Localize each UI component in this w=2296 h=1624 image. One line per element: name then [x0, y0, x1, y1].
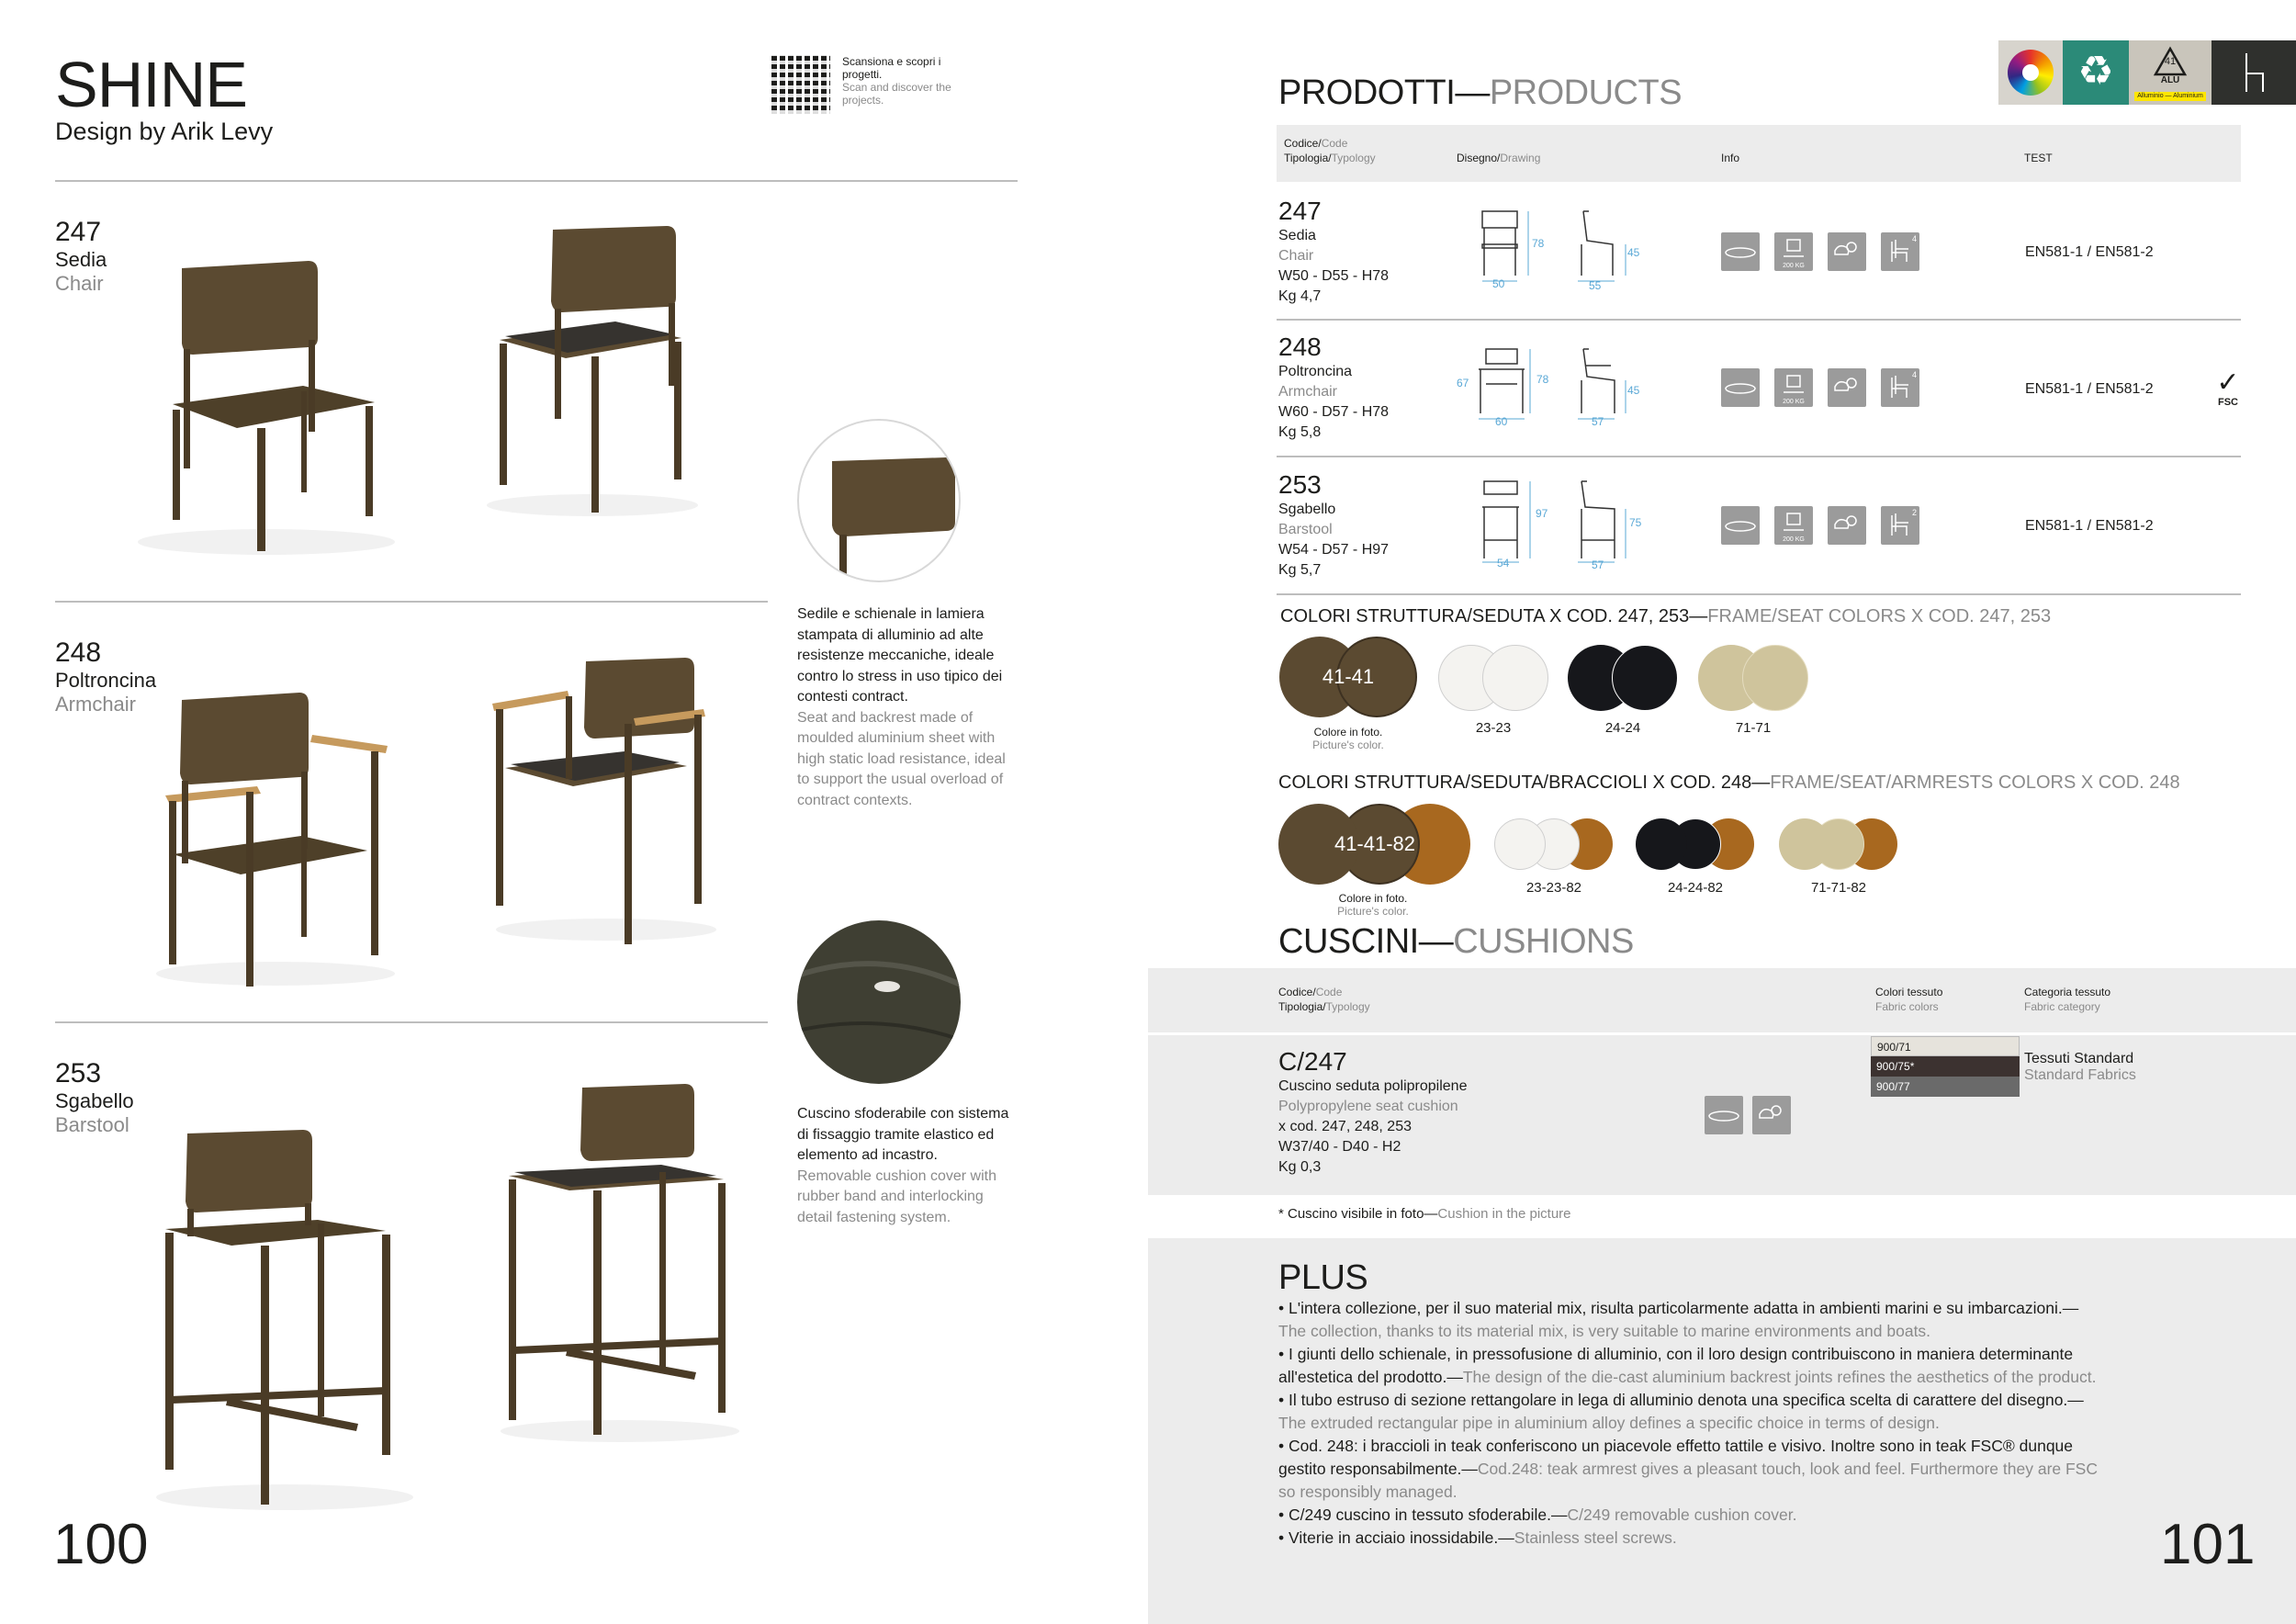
- tree-check-icon: ✓: [2216, 367, 2240, 398]
- plus-item: • Il tubo estruso di sezione rettangolare in lega di alluminio denota una specifica scelta di carattere del disegno.—The extruded rectangular pipe in aluminium alloy defines a specific choice in terms of design.: [1278, 1391, 2084, 1432]
- plus-item: • Viterie in acciaio inossidabile.—Stainless steel screws.: [1278, 1528, 1677, 1547]
- divider: [55, 1021, 768, 1023]
- product-label-253: 253 Sgabello Barstool: [55, 1058, 134, 1136]
- row-divider: [1277, 319, 2241, 321]
- plus-item: • I giunti dello schienale, in pressofusione di alluminio, con il loro design contribuiscono in maniera determinante all'estetica del prodotto.—The design of the die-cast aluminium backrest joints refines the aesthetics of the product.: [1278, 1345, 2097, 1386]
- product-row-248: 248 Poltroncina Armchair W60 - D57 - H78 Kg 5,8: [1278, 333, 1390, 440]
- load-capacity-icon: [1774, 232, 1813, 271]
- qr-code-icon[interactable]: [771, 55, 830, 114]
- color-swatch-24-24-82[interactable]: [1636, 818, 1687, 870]
- chair-247-cushion-photo: [478, 220, 707, 524]
- weather-resistant-icon: [1828, 506, 1866, 545]
- fabric-color-900-75[interactable]: 900/75*: [1871, 1056, 2020, 1077]
- divider: [55, 180, 1018, 182]
- backrest-detail-description: Sedile e schienale in lamiera stampata di alluminio ad alte resistenze meccaniche, ideale contro lo stress in uso tipico dei contesti contract. Seat and backrest made of moulded aluminium sheet with high static load resistance, ideal to support the usual overload of contract contexts.: [797, 606, 1006, 808]
- page-number-right: 101: [2160, 1513, 2256, 1576]
- load-capacity-icon: [1774, 506, 1813, 545]
- photo-color-note: Colore in foto. Picture's color.: [1312, 726, 1384, 751]
- header-drawing: Disegno/Drawing: [1457, 152, 1541, 164]
- drawing-247-side: [1569, 204, 1642, 287]
- collection-title: SHINE: [55, 49, 247, 120]
- fabric-color-900-71[interactable]: 900/71: [1871, 1036, 2020, 1056]
- aluminium-badge: 41 ALU Alluminio — Aluminium: [2129, 40, 2212, 105]
- load-capacity-value: 200 KG: [1783, 536, 1805, 543]
- backrest-detail-image: [797, 419, 961, 582]
- cushion-row-c247: C/247 Cuscino seduta polipropilene Polypropylene seat cushion x cod. 247, 248, 253 W37/40 - D40 - H2 Kg 0,3: [1278, 1047, 1468, 1175]
- drawing-248-front: [1473, 342, 1547, 424]
- test-standard-248: EN581-1 / EN581-2: [2025, 381, 2154, 397]
- color-swatch-23-23-82[interactable]: [1494, 818, 1546, 870]
- recycle-icon: ♻: [2077, 49, 2114, 94]
- seat-shape-icon: [1721, 232, 1760, 271]
- product-row-247: 247 Sedia Chair W50 - D55 - H78 Kg 4,7: [1278, 197, 1390, 304]
- products-section-title: PRODOTTI—PRODUCTS: [1278, 73, 1683, 112]
- plus-list: [1278, 1297, 2105, 1550]
- row-divider: [1277, 593, 2241, 595]
- divider: [55, 601, 768, 603]
- fabric-category: Tessuti Standard Standard Fabrics: [2024, 1051, 2136, 1083]
- cushion-shape-icon: [1705, 1096, 1743, 1134]
- row-divider: [1277, 456, 2241, 457]
- stackable-icon: [1881, 368, 1919, 407]
- stack-count-value: 4: [1911, 370, 1917, 379]
- recycle-badge: [2063, 40, 2129, 105]
- cushion-detail-description: Cuscino sfoderabile con sistema di fissaggio tramite elastico ed elemento ad incastro. Removable cushion cover with rubber band and interlocking detail fastening system.: [797, 1106, 1009, 1225]
- fabric-color-900-77[interactable]: 900/77: [1871, 1077, 2020, 1097]
- weather-resistant-icon: [1828, 368, 1866, 407]
- color-wheel-badge: [1998, 40, 2063, 105]
- load-capacity-icon: [1774, 368, 1813, 407]
- drawing-253-front: [1473, 476, 1547, 564]
- cushions-table-header: Codice/Code Tipologia/Typology Colori tessuto Fabric colors Categoria tessuto Fabric category: [1148, 968, 2296, 1032]
- armchair-248-cushion-photo: [487, 652, 726, 946]
- cushion-note: * Cuscino visibile in foto—Cushion in the picture: [1278, 1206, 1571, 1222]
- qr-caption: Scansiona e scopri i progetti. Scan and discover the projects.: [842, 55, 951, 107]
- header-info: Info: [1721, 152, 1740, 164]
- load-capacity-value: 200 KG: [1783, 263, 1805, 269]
- header-test: TEST: [2024, 152, 2053, 164]
- seat-shape-icon: [1721, 506, 1760, 545]
- barstool-253-photo: [147, 1121, 422, 1516]
- chair-outline-icon: [2239, 51, 2268, 94]
- test-standard-247: EN581-1 / EN581-2: [2025, 244, 2154, 260]
- chair-247-photo: [129, 248, 404, 560]
- chair-type-badge: [2212, 40, 2296, 105]
- stack-count-value: 4: [1911, 234, 1917, 243]
- stack-count-value: 2: [1911, 508, 1917, 517]
- stackable-icon: [1881, 232, 1919, 271]
- photo-color-note-2: Colore in foto. Picture's color.: [1337, 892, 1409, 918]
- seat-shape-icon: [1721, 368, 1760, 407]
- product-row-253: 253 Sgabello Barstool W54 - D57 - H97 Kg 5,7: [1278, 470, 1390, 578]
- test-standard-253: EN581-1 / EN581-2: [2025, 518, 2154, 534]
- product-label-247: 247 Sedia Chair: [55, 217, 107, 295]
- armchair-248-photo: [147, 680, 404, 992]
- drawing-248-side: [1569, 342, 1642, 424]
- cushions-section-title: CUSCINI—CUSHIONS: [1278, 922, 1634, 961]
- fabric-colors-list: [1871, 1036, 2020, 1097]
- barstool-253-cushion-photo: [487, 1080, 753, 1448]
- products-table-header: Codice/Code Tipologia/Typology Disegno/Drawing Info TEST: [1277, 125, 2241, 182]
- plus-item: • C/249 cuscino in tessuto sfoderabile.—C/249 removable cushion cover.: [1278, 1506, 1797, 1524]
- cushion-detail-image: [797, 920, 961, 1084]
- designer-credit: Design by Arik Levy: [55, 118, 274, 145]
- plus-item: • L'intera collezione, per il suo material mix, risulta particolarmente adatta in ambienti marini e su imbarcazioni.—The collection, thanks to its material mix, is very suitable to marine environments and boats.: [1278, 1299, 2079, 1340]
- product-label-248: 248 Poltroncina Armchair: [55, 637, 157, 716]
- load-capacity-value: 200 KG: [1783, 399, 1805, 405]
- colors-248-title: COLORI STRUTTURA/SEDUTA/BRACCIOLI X COD. 248—FRAME/SEAT/ARMRESTS COLORS X COD. 248: [1278, 773, 2180, 793]
- plus-title: PLUS: [1278, 1258, 1368, 1297]
- colors-247-253-title: COLORI STRUTTURA/SEDUTA X COD. 247, 253—FRAME/SEAT COLORS X COD. 247, 253: [1280, 606, 2052, 626]
- plus-item: • Cod. 248: i braccioli in teak conferiscono un piacevole effetto tattile e visivo. Inoltre sono in teak FSC® dunque gestito responsabilmente.—Cod.248: teak armrest gives a pleasant touch, look and feel. Furthermore they are FSC so responsibly managed.: [1278, 1437, 2098, 1501]
- fsc-logo: ✓ FSC: [2210, 369, 2246, 408]
- stackable-icon: [1881, 506, 1919, 545]
- page-number-left: 100: [53, 1513, 149, 1576]
- weather-resistant-icon: [1828, 232, 1866, 271]
- weather-resistant-icon: [1752, 1096, 1791, 1134]
- color-swatch-71-71-82[interactable]: [1779, 818, 1830, 870]
